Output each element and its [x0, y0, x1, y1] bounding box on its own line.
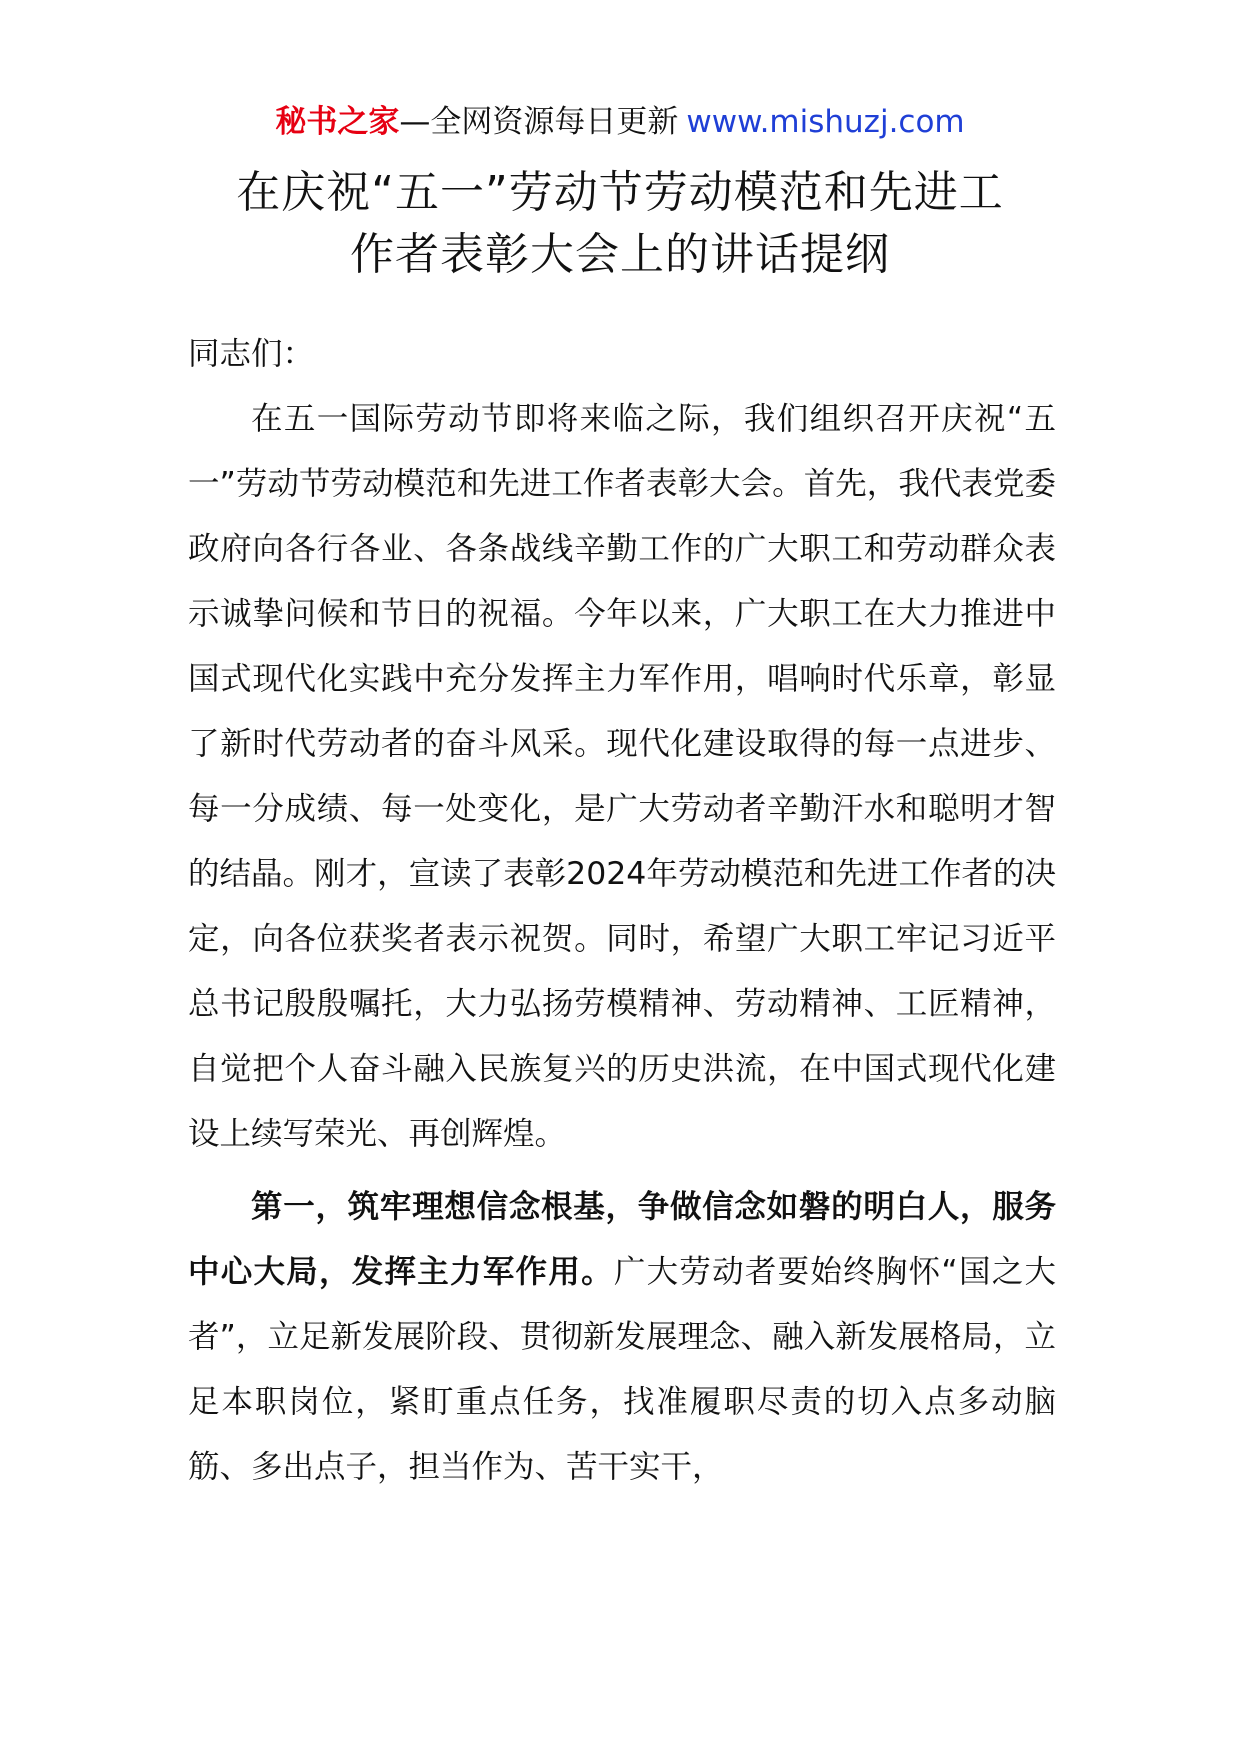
first-point-text: 广大劳动者要始终胸怀“国之大者”，立足新发展阶段、贯彻新发展理念、融入新发展格局，立足本职岗位，紧盯重点任务，找准履职尽责的切入点多动脑筋、多出点子，担当作为、苦干实干，: [188, 1254, 1056, 1485]
document-body: [188, 322, 1056, 1500]
site-header: [0, 100, 1240, 144]
brand-name: 秘书之家: [275, 104, 400, 140]
header-separator: —: [399, 104, 431, 140]
title-line-1: 在庆祝“五一”劳动节劳动模范和先进工: [236, 167, 1004, 218]
paragraph-first-point: [188, 1175, 1056, 1500]
header-tagline: 全网资源每日更新: [430, 104, 679, 140]
paragraph-intro: 在五一国际劳动节即将来临之际，我们组织召开庆祝“五一”劳动节劳动模范和先进工作者表彰大会。首先，我代表党委政府向各行各业、各条战线辛勤工作的广大职工和劳动群众表示诚挚问候和节日的祝福。今年以来，广大职工在大力推进中国式现代化实践中充分发挥主力军作用，唱响时代乐章，彰显了新时代劳动者的奋斗风采。现代化建设取得的每一点进步、每一分成绩、每一处变化，是广大劳动者辛勤汗水和聪明才智的结晶。刚才，宣读了表彰2024年劳动模范和先进工作者的决定，向各位获奖者表示祝贺。同时，希望广大职工牢记习近平总书记殷殷嘱托，大力弘扬劳模精神、劳动精神、工匠精神，自觉把个人奋斗融入民族复兴的历史洪流，在中国式现代化建设上续写荣光、再创辉煌。: [188, 401, 1056, 1152]
first-point-heading: 第一，筑牢理想信念根基，争做信念如磐的明白人，服务中心大局，发挥主力军作用。: [188, 1189, 1056, 1290]
salutation: 同志们：: [188, 336, 315, 372]
title-line-2: 作者表彰大会上的讲话提纲: [350, 229, 890, 280]
document-title: [160, 162, 1080, 286]
site-url-link[interactable]: www.mishuzj.com: [686, 104, 965, 140]
